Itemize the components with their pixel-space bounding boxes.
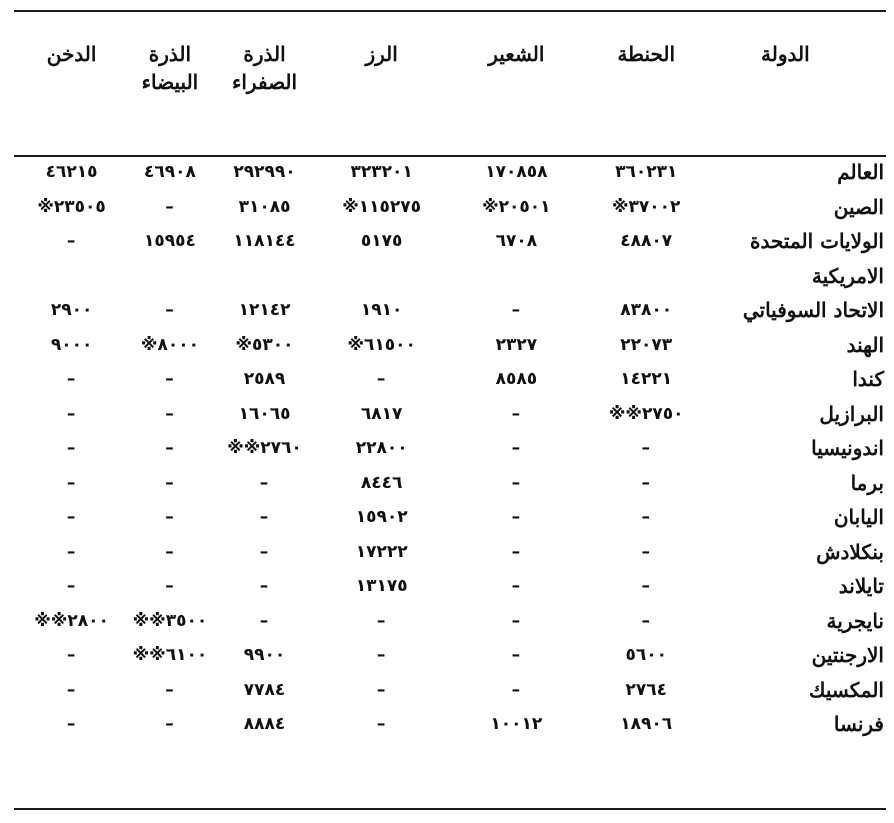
yellow-corn-cell: –	[259, 610, 270, 631]
white-corn-cell: ١٥٩٥٤	[143, 231, 196, 251]
table-row	[14, 224, 886, 259]
yellow-corn-cell: ٧٧٨٤	[243, 679, 286, 700]
table-row	[14, 569, 886, 604]
table-row	[14, 155, 886, 190]
millet-cell: –	[66, 576, 77, 596]
white-corn-cell: –	[165, 541, 175, 562]
header-white-corn: الذرة البيضاء	[141, 42, 199, 94]
yellow-corn-cell: ٥٣٠٠※	[235, 334, 294, 355]
wheat-cell: –	[641, 576, 651, 596]
white-corn-cell: –	[165, 679, 175, 700]
yellow-corn-cell: –	[259, 541, 270, 562]
white-corn-cell: –	[165, 196, 175, 217]
header-yellow-corn: الذرة الصفراء	[231, 42, 298, 94]
table-row	[14, 466, 886, 501]
yellow-corn-cell: –	[259, 507, 270, 527]
rice-cell: –	[376, 610, 387, 631]
header-millet: الدخن	[46, 42, 97, 66]
country-cell: العالم	[837, 160, 884, 184]
millet-cell: ٢٣٥٠٥※	[37, 196, 106, 217]
yellow-corn-cell: ١٦٠٦٥	[238, 403, 291, 424]
table-row	[14, 190, 886, 225]
country-cell: المكسيك	[809, 677, 884, 702]
barley-cell: –	[511, 610, 522, 631]
barley-cell: ٢٣٢٧	[495, 334, 538, 355]
wheat-cell: –	[641, 507, 651, 527]
rice-cell: ٣٢٣٢٠١	[350, 162, 413, 182]
rice-cell: ١٣١٧٥	[355, 576, 408, 596]
barley-cell: –	[511, 645, 522, 665]
rice-cell: –	[376, 645, 387, 665]
rice-cell: ٨٤٤٦	[360, 472, 403, 493]
barley-cell: ٨٥٨٥	[495, 369, 538, 389]
table-row	[14, 707, 886, 742]
barley-cell: –	[511, 507, 522, 527]
white-corn-cell: ٣٥٠٠※※	[132, 610, 208, 631]
barley-cell: ٢٠٥٠١※	[482, 196, 551, 217]
barley-cell	[445, 259, 588, 294]
rice-cell: ١٧٢٢٢	[355, 541, 408, 562]
millet-cell: –	[66, 369, 77, 389]
white-corn-cell: –	[165, 507, 175, 527]
wheat-cell: –	[641, 472, 651, 493]
millet-cell: –	[66, 438, 77, 458]
wheat-cell: ١٤٢٢١	[620, 369, 673, 389]
white-corn-cell: –	[165, 714, 175, 734]
rice-cell: ١٥٩٠٢	[355, 507, 408, 527]
wheat-cell: ٨٣٨٠٠	[620, 300, 673, 320]
yellow-corn-cell	[211, 259, 319, 294]
yellow-corn-cell: ١٢١٤٢	[238, 300, 291, 320]
wheat-cell: ٥٦٠٠	[625, 645, 667, 665]
barley-cell: –	[511, 403, 522, 424]
yellow-corn-cell: ٢٧٦٠※※	[227, 438, 302, 458]
rice-cell: ١١٥٢٧٥※	[342, 196, 422, 217]
country-cell: الامريكية	[811, 263, 884, 288]
millet-cell: –	[66, 679, 77, 700]
millet-cell: –	[66, 507, 77, 527]
rice-cell: –	[376, 679, 387, 700]
barley-cell: ١٠٠١٢	[490, 714, 543, 734]
country-cell: الارجنتين	[811, 643, 884, 667]
country-cell: بنكلادش	[816, 539, 884, 564]
millet-cell: –	[66, 403, 77, 424]
yellow-corn-cell: ٨٨٨٤	[243, 714, 286, 734]
millet-cell	[14, 259, 129, 294]
millet-cell: –	[66, 714, 77, 734]
country-cell: اليابان	[833, 505, 884, 529]
wheat-cell: ٣٧٠٠٢※	[611, 196, 681, 217]
barley-cell: ٦٧٠٨	[495, 231, 538, 251]
table-body	[14, 155, 886, 742]
white-corn-cell: ٦١٠٠※※	[132, 645, 208, 665]
white-corn-cell: –	[165, 403, 175, 424]
wheat-cell: ٢٢٠٧٣	[620, 334, 673, 355]
country-cell: الولايات المتحدة	[750, 229, 884, 253]
wheat-cell: ١٨٩٠٦	[620, 714, 673, 734]
country-cell: كندا	[852, 367, 884, 391]
table-row	[14, 328, 886, 363]
table-row	[14, 500, 886, 535]
wheat-cell: ٢٧٦٤	[625, 679, 667, 700]
wheat-cell: –	[641, 438, 651, 458]
header-rice: الرز	[365, 42, 398, 66]
millet-cell: ٩٠٠٠	[50, 334, 93, 355]
header-wheat: الحنطة	[617, 42, 676, 66]
barley-cell: –	[511, 438, 522, 458]
rice-cell	[318, 259, 445, 294]
table-row	[14, 604, 886, 639]
wheat-cell	[588, 259, 705, 294]
millet-cell: ٤٦٢١٥	[45, 162, 98, 182]
table-row	[14, 397, 886, 432]
rice-cell: ١٩١٠	[360, 300, 403, 320]
white-corn-cell: ٤٦٩٠٨	[143, 162, 196, 182]
millet-cell: –	[66, 645, 77, 665]
white-corn-cell: –	[165, 472, 175, 493]
millet-cell: ٢٨٠٠※※	[34, 610, 109, 631]
yellow-corn-cell: –	[259, 576, 270, 596]
header-barley: الشعير	[488, 42, 545, 66]
yellow-corn-cell: ٢٩٢٩٩٠	[233, 162, 296, 182]
rice-cell: ٦١٥٠٠※	[347, 334, 416, 355]
country-cell: اندونيسيا	[811, 436, 884, 460]
yellow-corn-cell: ٩٩٠٠	[243, 645, 286, 665]
rice-cell: –	[376, 714, 387, 734]
country-cell: الاتحاد السوفياتي	[742, 298, 884, 322]
barley-cell: –	[511, 679, 522, 700]
bottom-rule	[14, 808, 886, 810]
white-corn-cell: –	[165, 300, 175, 320]
barley-cell: ١٧٠٨٥٨	[485, 162, 548, 182]
wheat-cell: ٣٦٠٢٣١	[615, 162, 678, 182]
white-corn-cell: –	[165, 438, 175, 458]
country-cell: الصين	[833, 194, 884, 219]
rice-cell: –	[376, 369, 387, 389]
header-country: الدولة	[761, 42, 810, 66]
country-cell: نايجرية	[826, 608, 884, 633]
table-row	[14, 362, 886, 397]
wheat-cell: –	[641, 610, 651, 631]
rice-cell: ٥١٧٥	[360, 231, 403, 251]
barley-cell: –	[511, 541, 522, 562]
table-row	[14, 431, 886, 466]
millet-cell: ٢٩٠٠	[50, 300, 93, 320]
white-corn-cell: ٨٠٠٠※	[140, 334, 199, 355]
barley-cell: –	[511, 300, 522, 320]
yellow-corn-cell: ١١٨١٤٤	[233, 231, 296, 251]
table-row	[14, 638, 886, 673]
white-corn-cell	[129, 259, 211, 294]
crop-production-table	[14, 40, 886, 742]
country-cell: البرازيل	[819, 401, 884, 426]
wheat-cell: ٤٨٨٠٧	[620, 231, 673, 251]
wheat-cell: –	[641, 541, 651, 562]
barley-cell: –	[511, 576, 522, 596]
rice-cell: ٦٨١٧	[360, 403, 403, 424]
table-row	[14, 259, 886, 294]
country-cell: برما	[850, 470, 884, 495]
white-corn-cell: –	[165, 369, 175, 389]
millet-cell: –	[66, 231, 77, 251]
table-row	[14, 673, 886, 708]
yellow-corn-cell: ٣١٠٨٥	[238, 196, 291, 217]
country-cell: الهند	[846, 332, 884, 357]
country-cell: تايلاند	[838, 574, 884, 598]
top-rule	[14, 10, 886, 12]
table-row	[14, 293, 886, 328]
barley-cell: –	[511, 472, 522, 493]
white-corn-cell: –	[165, 576, 175, 596]
millet-cell: –	[66, 472, 77, 493]
yellow-corn-cell: –	[259, 472, 270, 493]
yellow-corn-cell: ٢٥٨٩	[243, 369, 286, 389]
table-row	[14, 535, 886, 570]
millet-cell: –	[66, 541, 77, 562]
country-cell: فرنسا	[833, 712, 884, 736]
rice-cell: ٢٢٨٠٠	[355, 438, 408, 458]
wheat-cell: ٢٧٥٠※※	[608, 403, 684, 424]
